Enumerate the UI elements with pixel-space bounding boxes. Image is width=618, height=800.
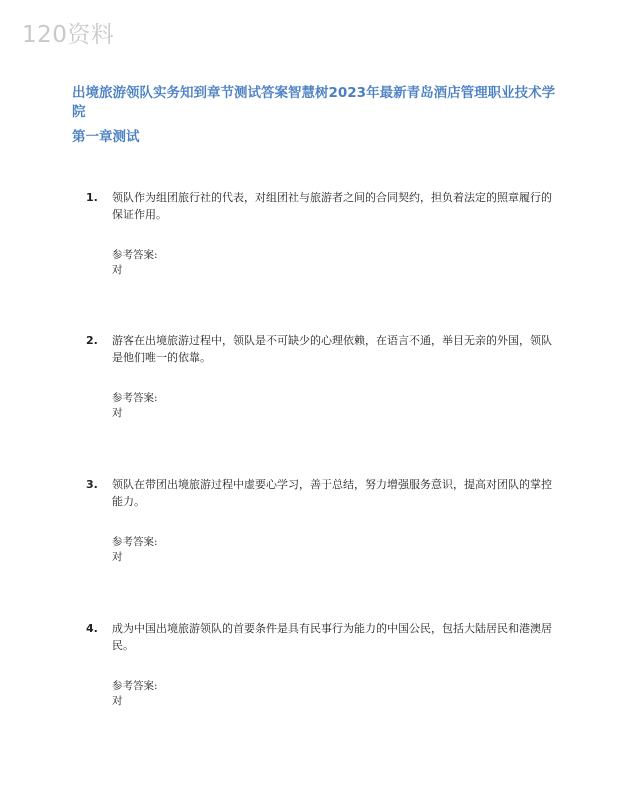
answer-label: 参考答案:: [112, 536, 158, 548]
question-number: 4.: [86, 622, 98, 635]
answer-label: 参考答案:: [112, 249, 158, 261]
answer-label: 参考答案:: [112, 680, 158, 692]
answer-block: [112, 535, 556, 565]
question-item: [86, 620, 556, 709]
question-text: 游客在出境旅游过程中，领队是不可缺少的心理依赖，在语言不通，举目无亲的外国，领队是他们唯一的依靠。: [112, 334, 552, 364]
question-text: 领队在带团出境旅游过程中虚要心学习，善于总结，努力增强服务意识，提高对团队的掌控能力。: [112, 478, 552, 508]
watermark-logo: 120资料: [22, 22, 115, 48]
answer-value: 对: [112, 264, 123, 276]
answer-value: 对: [112, 407, 123, 419]
question-number: 3.: [86, 478, 98, 491]
answer-value: 对: [112, 551, 123, 563]
answer-block: [112, 391, 556, 421]
answer-label: 参考答案:: [112, 392, 158, 404]
document-title: 出境旅游领队实务知到章节测试答案智慧树2023年最新青岛酒店管理职业技术学院: [72, 85, 556, 120]
question-number: 2.: [86, 334, 98, 347]
answer-value: 对: [112, 695, 123, 707]
answer-block: [112, 679, 556, 709]
question-item: [86, 476, 556, 565]
question-item: [86, 332, 556, 421]
chapter-heading: 第一章测试: [72, 129, 140, 145]
question-item: [86, 189, 556, 278]
question-text: 成为中国出境旅游领队的首要条件是具有民事行为能力的中国公民，包括大陆居民和港澳居民。: [112, 622, 552, 652]
answer-block: [112, 248, 556, 278]
question-number: 1.: [86, 191, 98, 204]
question-text: 领队作为组团旅行社的代表，对组团社与旅游者之间的合同契约，担负着法定的照章履行的保证作用。: [112, 191, 552, 221]
